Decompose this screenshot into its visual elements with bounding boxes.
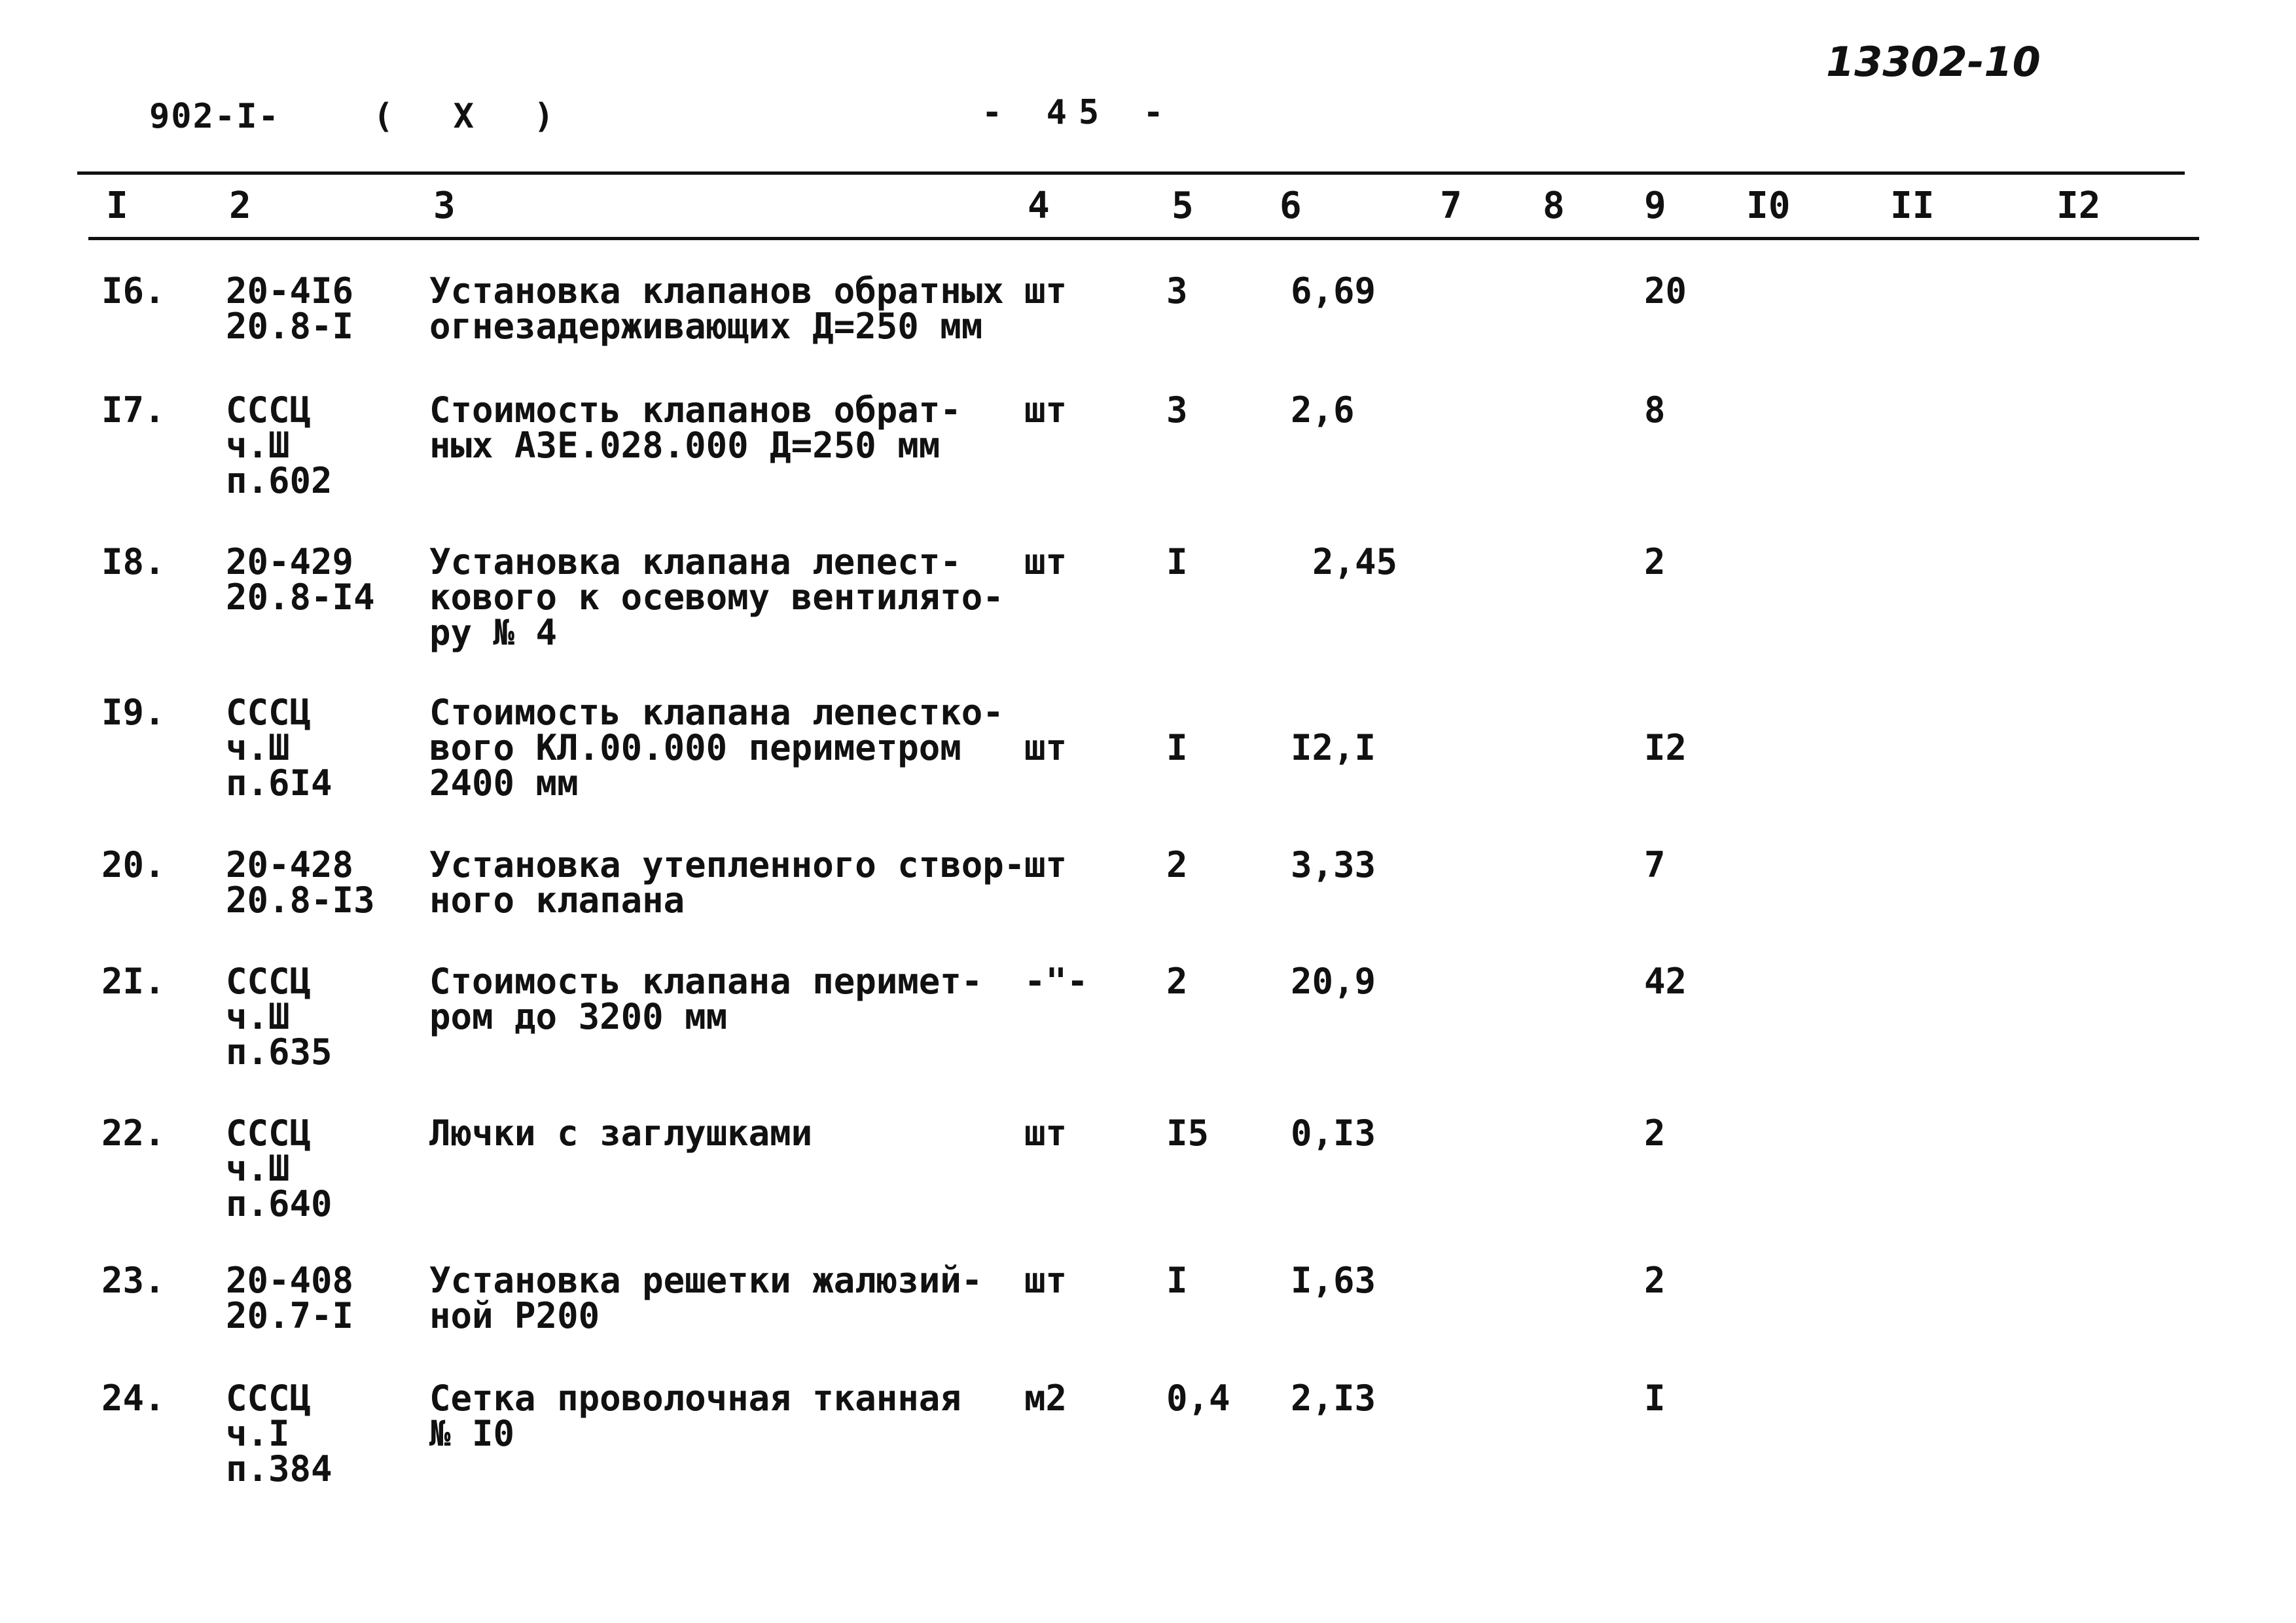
column-number-10: I0 xyxy=(1746,185,1791,227)
column-number-4: 4 xyxy=(1028,185,1050,227)
total-cost: I2 xyxy=(1644,727,1687,768)
row-number: I8. xyxy=(101,541,166,582)
unit-price: 2,I3 xyxy=(1291,1378,1376,1419)
column-number-9: 9 xyxy=(1644,185,1666,227)
unit-price: I2,I xyxy=(1291,727,1376,768)
column-number-5: 5 xyxy=(1172,185,1194,227)
total-cost: 2 xyxy=(1644,1113,1666,1154)
row-number: 22. xyxy=(101,1113,166,1154)
work-description: Установка клапанов обратных огнезадерживающих Д=250 мм xyxy=(429,270,1004,347)
unit-price: 0,I3 xyxy=(1291,1113,1376,1154)
rate-code: 20-429 20.8-I4 xyxy=(226,541,375,618)
work-description: Сетка проволочная тканная № I0 xyxy=(429,1378,961,1454)
column-number-1: I xyxy=(106,185,128,227)
row-number: 23. xyxy=(101,1260,166,1301)
quantity: 3 xyxy=(1166,389,1188,431)
column-number-7: 7 xyxy=(1440,185,1462,227)
rate-code: СССЦ ч.I п.384 xyxy=(226,1378,332,1489)
row-number: I6. xyxy=(101,270,166,312)
work-description: Установка утепленного створ- ного клапана xyxy=(429,844,1026,921)
quantity: 2 xyxy=(1166,844,1188,885)
column-number-12: I2 xyxy=(2056,185,2101,227)
row-number: I7. xyxy=(101,389,166,431)
unit-price: 2,45 xyxy=(1312,541,1398,582)
work-description: Лючки с заглушками xyxy=(429,1113,813,1154)
unit-price: 20,9 xyxy=(1291,961,1376,1002)
quantity: I xyxy=(1166,727,1188,768)
rate-code: СССЦ ч.Ш п.635 xyxy=(226,961,332,1073)
unit: шт xyxy=(1024,1113,1067,1154)
unit: шт xyxy=(1024,389,1067,431)
total-cost: 7 xyxy=(1644,844,1666,885)
unit: шт xyxy=(1024,727,1067,768)
unit-price: 2,6 xyxy=(1291,389,1355,431)
work-description: Стоимость клапанов обрат- ных АЗЕ.028.000 Д=250 мм xyxy=(429,389,961,466)
column-number-8: 8 xyxy=(1543,185,1565,227)
rate-code: 20-428 20.8-I3 xyxy=(226,844,375,921)
column-number-3: 3 xyxy=(433,185,456,227)
rate-code: СССЦ ч.Ш п.602 xyxy=(226,389,332,501)
rate-code: 20-4I6 20.8-I xyxy=(226,270,354,347)
total-cost: 8 xyxy=(1644,389,1666,431)
quantity: 2 xyxy=(1166,961,1188,1002)
rate-code: СССЦ ч.Ш п.6I4 xyxy=(226,692,332,804)
quantity: 3 xyxy=(1166,270,1188,312)
total-cost: 2 xyxy=(1644,541,1666,582)
total-cost: 20 xyxy=(1644,270,1687,312)
work-description: Установка решетки жалюзий- ной Р200 xyxy=(429,1260,983,1336)
total-cost: 2 xyxy=(1644,1260,1666,1301)
column-number-2: 2 xyxy=(229,185,251,227)
archive-number: 13302-10 xyxy=(1826,38,2041,86)
column-number-11: II xyxy=(1890,185,1935,227)
rate-code: СССЦ ч.Ш п.640 xyxy=(226,1113,332,1224)
unit-price: 3,33 xyxy=(1291,844,1376,885)
row-number: 24. xyxy=(101,1378,166,1419)
table-top-rule xyxy=(77,171,2185,175)
quantity: I xyxy=(1166,1260,1188,1301)
quantity: I xyxy=(1166,541,1188,582)
quantity: I5 xyxy=(1166,1113,1210,1154)
row-number: 2I. xyxy=(101,961,166,1002)
unit: шт xyxy=(1024,270,1067,312)
unit: шт xyxy=(1024,1260,1067,1301)
work-description: Стоимость клапана лепестко- вого КЛ.00.000 периметром 2400 мм xyxy=(429,692,1004,804)
document-code: 902-I- xyxy=(149,97,280,136)
rate-code: 20-408 20.7-I xyxy=(226,1260,354,1336)
total-cost: I xyxy=(1644,1378,1666,1419)
table-header-bottom-rule xyxy=(88,237,2199,240)
unit: м2 xyxy=(1024,1378,1067,1419)
unit: шт xyxy=(1024,541,1067,582)
row-number: I9. xyxy=(101,692,166,733)
unit: шт xyxy=(1024,844,1067,885)
column-number-6: 6 xyxy=(1280,185,1302,227)
quantity: 0,4 xyxy=(1166,1378,1230,1419)
work-description: Стоимость клапана перимет- ром до 3200 мм xyxy=(429,961,983,1037)
unit-price: I,63 xyxy=(1291,1260,1376,1301)
unit: -"- xyxy=(1024,961,1088,1002)
total-cost: 42 xyxy=(1644,961,1687,1002)
work-description: Установка клапана лепест- кового к осевому вентилято- ру № 4 xyxy=(429,541,1004,653)
unit-price: 6,69 xyxy=(1291,270,1376,312)
page-number: - 45 - xyxy=(982,93,1175,132)
series-mark: ( X ) xyxy=(373,97,574,136)
row-number: 20. xyxy=(101,844,166,885)
